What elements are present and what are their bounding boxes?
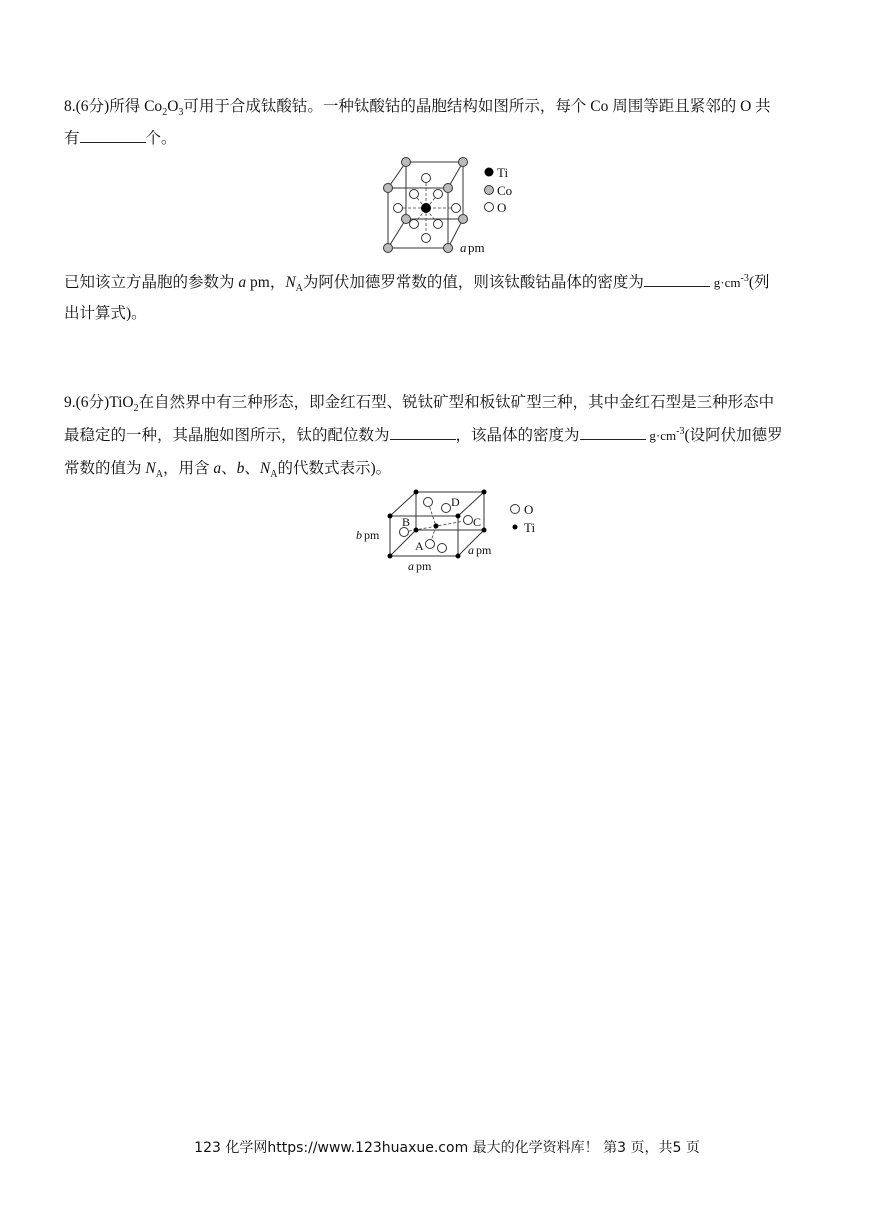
label-d: D bbox=[451, 495, 460, 509]
q9-score: (6分) bbox=[75, 394, 110, 411]
label-a-point: A bbox=[415, 539, 424, 553]
q8-line-3: 已知该立方晶胞的参数为 a pm，$N_A$为阿伏加德罗常数的值，则该钛酸钴晶体的密度为 $g\cdot cm^{-3}$(列 bbox=[64, 272, 770, 295]
legend-co: Co bbox=[497, 183, 513, 198]
a-label-width: a bbox=[408, 559, 414, 573]
q8-line-1 bbox=[64, 94, 771, 118]
legend-ti: Ti bbox=[497, 165, 509, 180]
q8-score: (6分) bbox=[75, 98, 110, 115]
q9-formula: TiO$_2$ bbox=[109, 394, 139, 415]
q8-text-b: 可用于合成钛酸钴。一种钛酸钴的晶胞结构如图所示，每个 Co 周围等距且紧邻的 O 共 bbox=[183, 98, 771, 115]
q9-line-3: 常数的值为 $N_A$，用含 a、b、$N_A$的代数式表示)。 bbox=[64, 460, 392, 481]
page-footer: 123 化学网https://www.123huaxue.com 最大的化学资料库！ 第3 页，共5 页 bbox=[194, 1140, 700, 1156]
svg-text:pm: pm bbox=[476, 543, 492, 557]
q8-answer-blank-1[interactable] bbox=[80, 128, 146, 143]
edge-label-unit: pm bbox=[468, 240, 485, 255]
q8-answer-blank-2[interactable] bbox=[644, 272, 710, 287]
q9-crystal-figure bbox=[352, 486, 544, 576]
q9-answer-blank-2[interactable] bbox=[580, 425, 646, 440]
q9-line-2: 最稳定的一种，其晶胞如图所示，钛的配位数为 ，该晶体的密度为 $g\cdot cm^{-3}$(设阿伏加德罗 bbox=[64, 425, 783, 444]
legend-o: O bbox=[524, 502, 534, 517]
q8-text-a: 所得 bbox=[109, 98, 145, 115]
q8-formula: $Co_2O_3$ bbox=[144, 98, 184, 119]
legend-o: O bbox=[497, 200, 507, 215]
b-label: b bbox=[356, 528, 362, 542]
q9-number: 9. bbox=[64, 394, 76, 411]
svg-text:pm: pm bbox=[416, 559, 432, 573]
q8-crystal-figure bbox=[376, 152, 526, 260]
q8-number: 8. bbox=[64, 98, 76, 115]
svg-text:pm: pm bbox=[364, 528, 380, 542]
edge-label-a: a bbox=[460, 240, 467, 255]
label-c: C bbox=[473, 515, 482, 529]
q8-line-2: 有 个。 bbox=[64, 130, 177, 147]
legend-ti: Ti bbox=[524, 520, 536, 535]
q9-answer-blank-1[interactable] bbox=[390, 425, 456, 440]
legend-ti-symbol bbox=[485, 168, 494, 177]
label-b: B bbox=[402, 515, 411, 529]
q8-line-4: 出计算式)。 bbox=[64, 305, 147, 322]
a-label-depth: a bbox=[468, 543, 474, 557]
q9-line-1: 9.(6分)TiO$_2$在自然界中有三种形态，即金红石型、锐钛矿型和板钛矿型三种，其中金红石型是三种形态中 bbox=[64, 394, 775, 415]
